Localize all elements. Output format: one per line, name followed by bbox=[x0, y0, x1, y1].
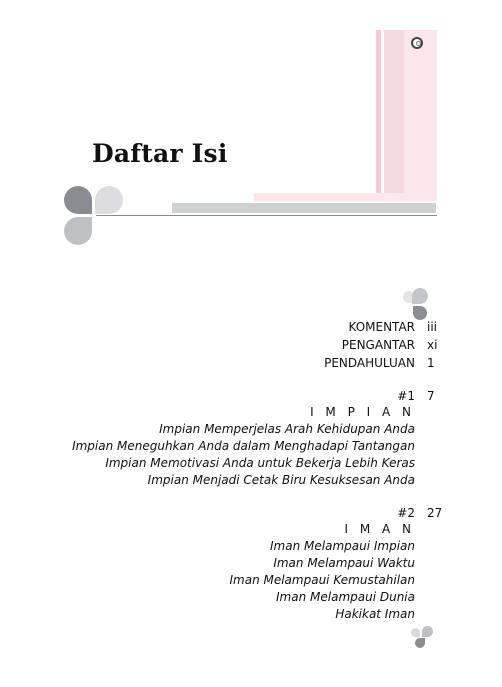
petal bbox=[95, 186, 123, 214]
section-item[interactable]: Iman Melampaui Kemustahilan bbox=[229, 573, 415, 587]
chapter-title[interactable]: I M P I A N bbox=[310, 405, 415, 419]
divider bbox=[96, 215, 437, 216]
toc-entry-page: 1 bbox=[427, 356, 435, 370]
chapter-page: 27 bbox=[427, 506, 443, 520]
section-item[interactable]: Impian Menjadi Cetak Biru Kesuksesan Anda bbox=[147, 473, 415, 487]
petal bbox=[412, 288, 428, 304]
petal-logo-icon bbox=[64, 186, 124, 246]
petal-logo-icon bbox=[403, 288, 429, 322]
decor-pink-column bbox=[404, 30, 437, 195]
petal bbox=[413, 306, 427, 320]
chapter-number[interactable]: #1 bbox=[397, 389, 415, 403]
section-item[interactable]: Impian Memperjelas Arah Kehidupan Anda bbox=[159, 422, 415, 436]
section-item[interactable]: Hakikat Iman bbox=[335, 607, 415, 621]
decor-pink-bar bbox=[254, 193, 437, 201]
decor-gray-bar bbox=[172, 203, 436, 213]
toc-entry-label[interactable]: PENGANTAR bbox=[341, 338, 415, 352]
petal bbox=[415, 638, 425, 648]
petal bbox=[64, 217, 92, 245]
page-title: Daftar Isi bbox=[92, 139, 228, 168]
ring-icon bbox=[411, 37, 423, 49]
petal-logo-icon bbox=[411, 626, 435, 650]
chapter-page: 7 bbox=[427, 389, 435, 403]
toc-entry-label[interactable]: PENDAHULUAN bbox=[324, 356, 415, 370]
chapter-title[interactable]: I M A N bbox=[344, 522, 415, 536]
petal bbox=[422, 626, 433, 637]
section-item[interactable]: Iman Melampaui Impian bbox=[270, 539, 415, 553]
toc-entry-page: iii bbox=[427, 320, 438, 334]
chapter-number[interactable]: #2 bbox=[397, 506, 415, 520]
toc-entry-page: xi bbox=[427, 338, 438, 352]
section-item[interactable]: Iman Melampaui Waktu bbox=[273, 556, 415, 570]
decor-pink-column bbox=[384, 30, 404, 193]
decor-pink-column bbox=[376, 30, 381, 193]
section-item[interactable]: Iman Melampaui Dunia bbox=[276, 590, 415, 604]
petal bbox=[411, 628, 420, 637]
petal bbox=[64, 186, 92, 214]
section-item[interactable]: Impian Memotivasi Anda untuk Bekerja Lebih Keras bbox=[105, 456, 415, 470]
toc-entry-label[interactable]: KOMENTAR bbox=[348, 320, 415, 334]
section-item[interactable]: Impian Meneguhkan Anda dalam Menghadapi Tantangan bbox=[72, 439, 415, 453]
